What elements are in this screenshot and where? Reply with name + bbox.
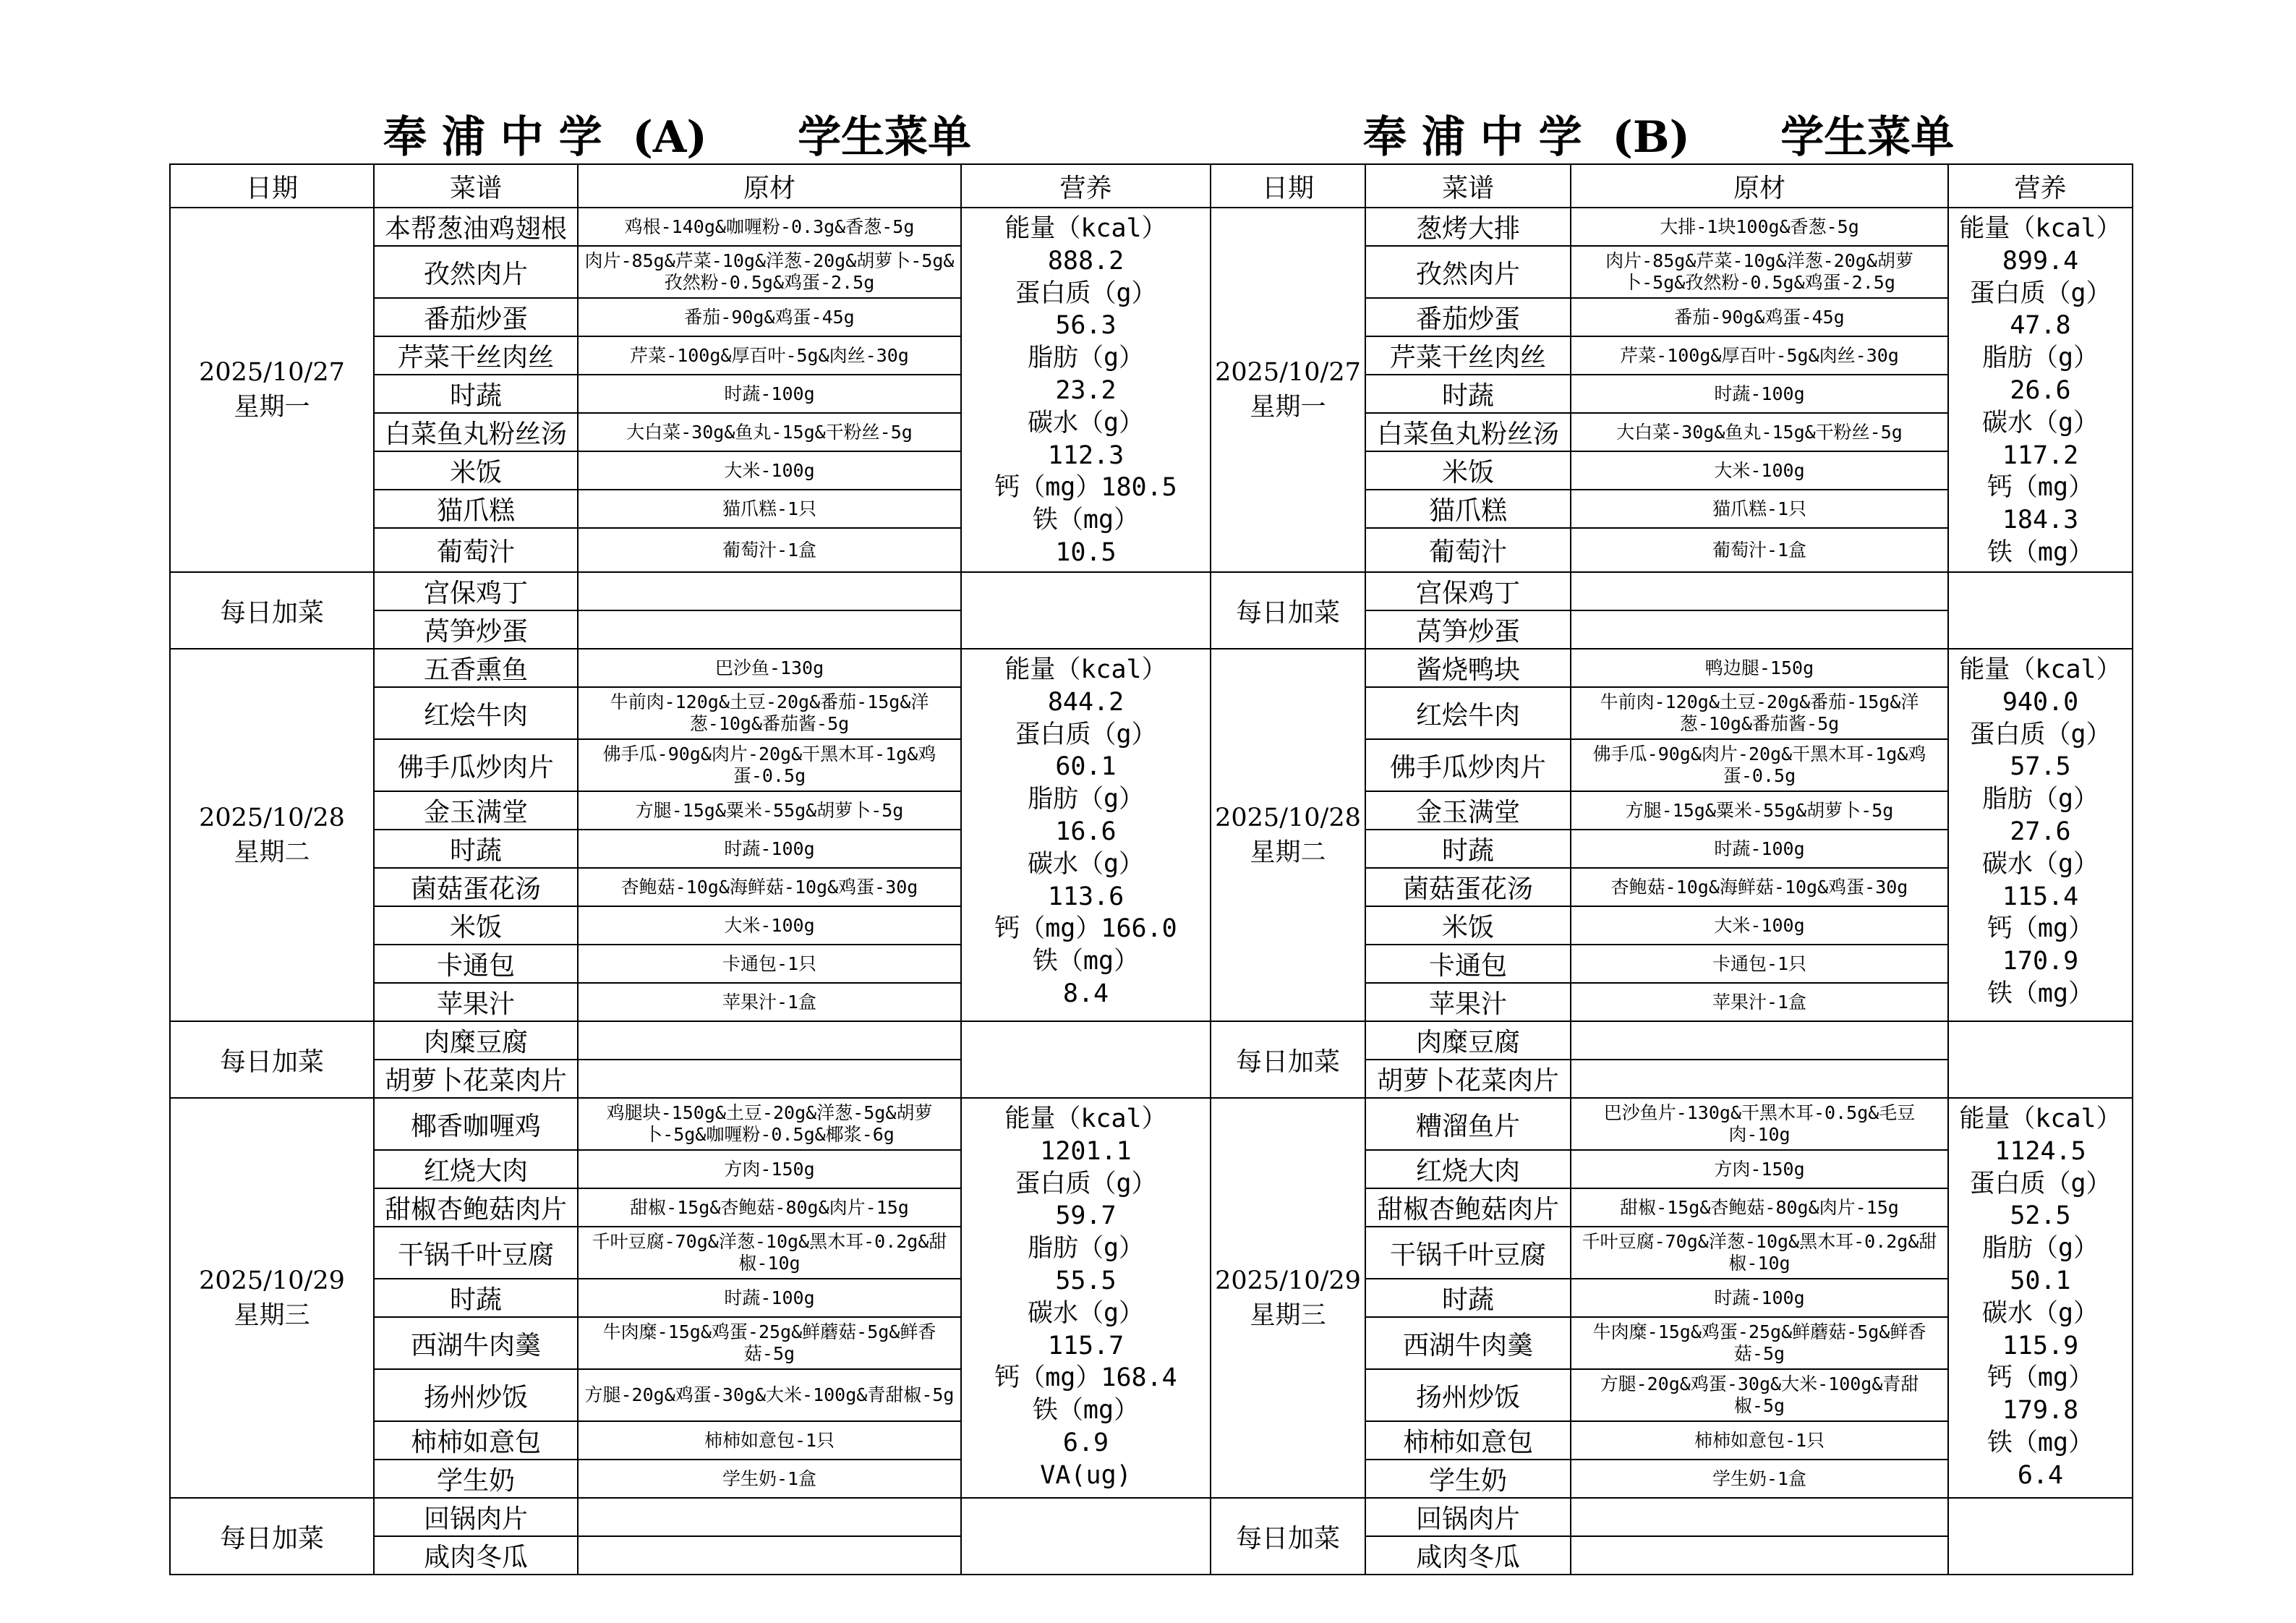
date-cell-a: 2025/10/28 星期二 bbox=[170, 649, 374, 1021]
ingredient-cell: 鸡根-140g&咖喱粉-0.3g&香葱-5g bbox=[578, 208, 961, 246]
nutrition-line: 16.6 bbox=[1055, 817, 1117, 846]
nutrition-line: 脂肪（g） bbox=[1981, 1234, 2099, 1264]
ingredient-cell: 方腿-20g&鸡蛋-30g&大米-100g&青甜椒-5g bbox=[1571, 1369, 1948, 1421]
header-ingredients-b: 原材 bbox=[1571, 164, 1948, 208]
dish-name: 米饭 bbox=[1365, 906, 1571, 945]
nutrition-cell-a bbox=[961, 649, 1211, 1021]
nutrition-line: 940.0 bbox=[2002, 687, 2079, 717]
dish-name: 酱烧鸭块 bbox=[1365, 649, 1571, 687]
nutrition-line: 112.3 bbox=[1047, 440, 1124, 470]
extra-nutrition-cell bbox=[961, 572, 1211, 649]
extra-dish-label-a: 每日加菜 bbox=[170, 1021, 374, 1098]
nutrition-cell-b bbox=[1948, 208, 2133, 572]
dish-name: 葡萄汁 bbox=[374, 528, 578, 572]
dish-name: 番茄炒蛋 bbox=[374, 298, 578, 336]
nutrition-line: 碳水（g） bbox=[1027, 1298, 1145, 1328]
nutrition-line: 钙（mg）168.4 bbox=[994, 1363, 1177, 1393]
ingredient-cell: 鸡腿块-150g&土豆-20g&洋葱-5g&胡萝卜-5g&咖喱粉-0.5g&椰浆-6g bbox=[578, 1098, 961, 1150]
nutrition-line: 6.4 bbox=[2017, 1460, 2064, 1490]
nutrition-line: 铁（mg） bbox=[1032, 506, 1140, 535]
extra-dish-name: 咸肉冬瓜 bbox=[1365, 1536, 1571, 1575]
extra-ingredient-cell bbox=[1571, 572, 1948, 610]
menu-title-a: 奉 浦 中 学 (A) 学生菜单 bbox=[383, 112, 972, 163]
nutrition-line: 碳水（g） bbox=[1981, 1298, 2099, 1328]
nutrition-line: 蛋白质（g） bbox=[1969, 720, 2112, 749]
nutrition-line: 钙（mg） bbox=[1986, 473, 2094, 503]
nutrition-line: 蛋白质（g） bbox=[1969, 1169, 2112, 1198]
ingredient-cell: 柿柿如意包-1只 bbox=[578, 1421, 961, 1460]
extra-dish-name: 咸肉冬瓜 bbox=[374, 1536, 578, 1575]
dish-name: 甜椒杏鲍菇肉片 bbox=[1365, 1188, 1571, 1227]
dish-name: 卡通包 bbox=[1365, 945, 1571, 983]
extra-ingredient-cell bbox=[578, 610, 961, 649]
nutrition-list bbox=[962, 1099, 1210, 1490]
extra-dish-label-a: 每日加菜 bbox=[170, 1498, 374, 1575]
dish-name: 时蔬 bbox=[374, 1279, 578, 1317]
nutrition-line: 钙（mg） bbox=[1986, 914, 2094, 944]
menu-title-b: 奉 浦 中 学 (B) 学生菜单 bbox=[1363, 112, 1955, 163]
dish-name: 白菜鱼丸粉丝汤 bbox=[1365, 413, 1571, 451]
nutrition-line: 10.5 bbox=[1055, 537, 1117, 567]
nutrition-line: 钙（mg）166.0 bbox=[994, 914, 1177, 944]
nutrition-line: 脂肪（g） bbox=[1027, 1234, 1145, 1264]
nutrition-line: 23.2 bbox=[1055, 375, 1117, 405]
nutrition-cell-b bbox=[1948, 1098, 2133, 1498]
ingredient-cell: 猫爪糕-1只 bbox=[578, 490, 961, 528]
extra-nutrition-cell bbox=[1948, 1021, 2133, 1098]
ingredient-cell: 柿柿如意包-1只 bbox=[1571, 1421, 1948, 1460]
nutrition-line: 47.8 bbox=[2010, 311, 2071, 341]
nutrition-list bbox=[1949, 1099, 2132, 1490]
nutrition-line: 52.5 bbox=[2010, 1201, 2071, 1231]
dish-name: 柿柿如意包 bbox=[374, 1421, 578, 1460]
ingredient-cell: 佛手瓜-90g&肉片-20g&干黑木耳-1g&鸡蛋-0.5g bbox=[1571, 739, 1948, 791]
nutrition-line: 碳水（g） bbox=[1981, 408, 2099, 438]
extra-dish-label-b: 每日加菜 bbox=[1211, 1498, 1365, 1575]
extra-row bbox=[170, 572, 2133, 610]
header-dish-b: 菜谱 bbox=[1365, 164, 1571, 208]
extra-ingredient-cell bbox=[1571, 1536, 1948, 1575]
nutrition-line: 115.4 bbox=[2002, 882, 2079, 911]
ingredient-cell: 牛肉糜-15g&鸡蛋-25g&鲜蘑菇-5g&鲜香菇-5g bbox=[1571, 1317, 1948, 1369]
ingredient-cell: 大米-100g bbox=[578, 906, 961, 945]
dish-name: 糟溜鱼片 bbox=[1365, 1098, 1571, 1150]
dish-name: 菌菇蛋花汤 bbox=[1365, 868, 1571, 906]
dish-name: 学生奶 bbox=[1365, 1460, 1571, 1498]
ingredient-cell: 时蔬-100g bbox=[578, 830, 961, 868]
ingredient-cell: 卡通包-1只 bbox=[578, 945, 961, 983]
nutrition-line: 179.8 bbox=[2002, 1396, 2079, 1426]
ingredient-cell: 大白菜-30g&鱼丸-15g&干粉丝-5g bbox=[578, 413, 961, 451]
ingredient-cell: 芹菜-100g&厚百叶-5g&肉丝-30g bbox=[578, 336, 961, 375]
nutrition-line: 脂肪（g） bbox=[1027, 785, 1145, 814]
dish-name: 佛手瓜炒肉片 bbox=[1365, 739, 1571, 791]
nutrition-line: 115.7 bbox=[1047, 1331, 1124, 1360]
ingredient-cell: 巴沙鱼片-130g&干黑木耳-0.5g&毛豆肉-10g bbox=[1571, 1098, 1948, 1150]
nutrition-line: 1201.1 bbox=[1040, 1136, 1132, 1166]
dish-name: 苹果汁 bbox=[1365, 983, 1571, 1021]
dish-name: 红烧大肉 bbox=[1365, 1150, 1571, 1188]
nutrition-line: 60.1 bbox=[1055, 752, 1117, 782]
extra-dish-name: 胡萝卜花菜肉片 bbox=[374, 1060, 578, 1098]
header-dish-a: 菜谱 bbox=[374, 164, 578, 208]
nutrition-line: 蛋白质（g） bbox=[1015, 278, 1157, 308]
nutrition-line: 能量（kcal） bbox=[1004, 655, 1167, 684]
header-nutrition-b: 营养 bbox=[1948, 164, 2133, 208]
extra-ingredient-cell bbox=[578, 1021, 961, 1060]
date-cell-b: 2025/10/29 星期三 bbox=[1211, 1098, 1365, 1498]
extra-nutrition-cell bbox=[1948, 1498, 2133, 1575]
ingredient-cell: 苹果汁-1盒 bbox=[578, 983, 961, 1021]
ingredient-cell: 大白菜-30g&鱼丸-15g&干粉丝-5g bbox=[1571, 413, 1948, 451]
dish-name: 椰香咖喱鸡 bbox=[374, 1098, 578, 1150]
dish-name: 孜然肉片 bbox=[1365, 246, 1571, 298]
extra-ingredient-cell bbox=[1571, 1021, 1948, 1060]
extra-dish-label-b: 每日加菜 bbox=[1211, 1021, 1365, 1098]
dish-name: 甜椒杏鲍菇肉片 bbox=[374, 1188, 578, 1227]
header-date-b: 日期 bbox=[1211, 164, 1365, 208]
dish-name: 米饭 bbox=[1365, 451, 1571, 490]
dish-name: 白菜鱼丸粉丝汤 bbox=[374, 413, 578, 451]
ingredient-cell: 鸭边腿-150g bbox=[1571, 649, 1948, 687]
dish-name: 佛手瓜炒肉片 bbox=[374, 739, 578, 791]
dish-name: 时蔬 bbox=[1365, 830, 1571, 868]
ingredient-cell: 牛前肉-120g&土豆-20g&番茄-15g&洋葱-10g&番茄酱-5g bbox=[1571, 687, 1948, 739]
ingredient-cell: 番茄-90g&鸡蛋-45g bbox=[1571, 298, 1948, 336]
nutrition-line: 蛋白质（g） bbox=[1015, 720, 1157, 749]
ingredient-cell: 时蔬-100g bbox=[1571, 375, 1948, 413]
ingredient-cell: 葡萄汁-1盒 bbox=[1571, 528, 1948, 572]
dish-name: 芹菜干丝肉丝 bbox=[1365, 336, 1571, 375]
dish-name: 学生奶 bbox=[374, 1460, 578, 1498]
nutrition-list bbox=[962, 208, 1210, 567]
extra-dish-name: 宫保鸡丁 bbox=[374, 572, 578, 610]
nutrition-line: 能量（kcal） bbox=[1959, 1104, 2122, 1133]
extra-ingredient-cell bbox=[1571, 610, 1948, 649]
nutrition-line: 蛋白质（g） bbox=[1969, 278, 2112, 308]
ingredient-cell: 大米-100g bbox=[1571, 451, 1948, 490]
extra-dish-label-b: 每日加菜 bbox=[1211, 572, 1365, 649]
ingredient-cell: 苹果汁-1盒 bbox=[1571, 983, 1948, 1021]
nutrition-list bbox=[1949, 208, 2132, 567]
nutrition-line: 铁（mg） bbox=[1986, 979, 2094, 1008]
extra-ingredient-cell bbox=[1571, 1060, 1948, 1098]
nutrition-line: 113.6 bbox=[1047, 882, 1124, 911]
extra-ingredient-cell bbox=[578, 1060, 961, 1098]
date-cell-b: 2025/10/28 星期二 bbox=[1211, 649, 1365, 1021]
menu-table bbox=[169, 163, 2133, 1575]
date-cell-a: 2025/10/27 星期一 bbox=[170, 208, 374, 572]
extra-dish-name: 肉糜豆腐 bbox=[1365, 1021, 1571, 1060]
nutrition-list bbox=[1949, 649, 2132, 1008]
ingredient-cell: 芹菜-100g&厚百叶-5g&肉丝-30g bbox=[1571, 336, 1948, 375]
extra-nutrition-cell bbox=[961, 1498, 1211, 1575]
ingredient-cell: 大米-100g bbox=[578, 451, 961, 490]
table-row bbox=[170, 649, 2133, 687]
extra-dish-name: 莴笋炒蛋 bbox=[374, 610, 578, 649]
dish-name: 米饭 bbox=[374, 451, 578, 490]
ingredient-cell: 方腿-20g&鸡蛋-30g&大米-100g&青甜椒-5g bbox=[578, 1369, 961, 1421]
ingredient-cell: 番茄-90g&鸡蛋-45g bbox=[578, 298, 961, 336]
ingredient-cell: 佛手瓜-90g&肉片-20g&干黑木耳-1g&鸡蛋-0.5g bbox=[578, 739, 961, 791]
nutrition-line: 27.6 bbox=[2010, 817, 2071, 846]
nutrition-line: 55.5 bbox=[1055, 1266, 1117, 1295]
nutrition-line: 钙（mg） bbox=[1986, 1363, 2094, 1393]
ingredient-cell: 牛肉糜-15g&鸡蛋-25g&鲜蘑菇-5g&鲜香菇-5g bbox=[578, 1317, 961, 1369]
nutrition-line: 钙（mg）180.5 bbox=[994, 473, 1177, 503]
dish-name: 葡萄汁 bbox=[1365, 528, 1571, 572]
extra-dish-name: 莴笋炒蛋 bbox=[1365, 610, 1571, 649]
nutrition-line: 能量（kcal） bbox=[1004, 214, 1167, 243]
dish-name: 米饭 bbox=[374, 906, 578, 945]
extra-dish-name: 回锅肉片 bbox=[1365, 1498, 1571, 1536]
ingredient-cell: 大米-100g bbox=[1571, 906, 1948, 945]
ingredient-cell: 巴沙鱼-130g bbox=[578, 649, 961, 687]
nutrition-line: 碳水（g） bbox=[1027, 849, 1145, 879]
nutrition-line: 蛋白质（g） bbox=[1015, 1169, 1157, 1198]
nutrition-line: 脂肪（g） bbox=[1027, 344, 1145, 373]
dish-name: 干锅千叶豆腐 bbox=[374, 1227, 578, 1279]
extra-ingredient-cell bbox=[1571, 1498, 1948, 1536]
dish-name: 本帮葱油鸡翅根 bbox=[374, 208, 578, 246]
extra-nutrition-cell bbox=[961, 1021, 1211, 1098]
nutrition-line: 铁（mg） bbox=[1032, 1396, 1140, 1426]
dish-name: 时蔬 bbox=[374, 375, 578, 413]
nutrition-line: 57.5 bbox=[2010, 752, 2071, 782]
ingredient-cell: 猫爪糕-1只 bbox=[1571, 490, 1948, 528]
dish-name: 时蔬 bbox=[1365, 375, 1571, 413]
nutrition-line: 能量（kcal） bbox=[1959, 214, 2122, 243]
extra-dish-label-a: 每日加菜 bbox=[170, 572, 374, 649]
dish-name: 红烩牛肉 bbox=[374, 687, 578, 739]
ingredient-cell: 卡通包-1只 bbox=[1571, 945, 1948, 983]
ingredient-cell: 时蔬-100g bbox=[578, 375, 961, 413]
dish-name: 五香熏鱼 bbox=[374, 649, 578, 687]
nutrition-line: 脂肪（g） bbox=[1981, 785, 2099, 814]
ingredient-cell: 杏鲍菇-10g&海鲜菇-10g&鸡蛋-30g bbox=[1571, 868, 1948, 906]
nutrition-line: 铁（mg） bbox=[1032, 947, 1140, 976]
nutrition-line: 能量（kcal） bbox=[1004, 1104, 1167, 1133]
nutrition-line: 115.9 bbox=[2002, 1331, 2079, 1360]
ingredient-cell: 肉片-85g&芹菜-10g&洋葱-20g&胡萝卜-5g&孜然粉-0.5g&鸡蛋-2.5g bbox=[1571, 246, 1948, 298]
ingredient-cell: 时蔬-100g bbox=[578, 1279, 961, 1317]
extra-dish-name: 宫保鸡丁 bbox=[1365, 572, 1571, 610]
nutrition-line: 844.2 bbox=[1047, 687, 1124, 717]
extra-ingredient-cell bbox=[578, 572, 961, 610]
dish-name: 金玉满堂 bbox=[374, 791, 578, 830]
dish-name: 卡通包 bbox=[374, 945, 578, 983]
nutrition-cell-a bbox=[961, 208, 1211, 572]
nutrition-line: 1124.5 bbox=[1994, 1136, 2086, 1166]
ingredient-cell: 葡萄汁-1盒 bbox=[578, 528, 961, 572]
table-row bbox=[170, 1098, 2133, 1150]
ingredient-cell: 方肉-150g bbox=[578, 1150, 961, 1188]
ingredient-cell: 方肉-150g bbox=[1571, 1150, 1948, 1188]
ingredient-cell: 千叶豆腐-70g&洋葱-10g&黑木耳-0.2g&甜椒-10g bbox=[578, 1227, 961, 1279]
dish-name: 西湖牛肉羹 bbox=[374, 1317, 578, 1369]
date-cell-b: 2025/10/27 星期一 bbox=[1211, 208, 1365, 572]
nutrition-line: 能量（kcal） bbox=[1959, 655, 2122, 684]
dish-name: 番茄炒蛋 bbox=[1365, 298, 1571, 336]
nutrition-line: 899.4 bbox=[2002, 246, 2079, 276]
dish-name: 孜然肉片 bbox=[374, 246, 578, 298]
nutrition-line: 8.4 bbox=[1062, 979, 1109, 1008]
dish-name: 扬州炒饭 bbox=[374, 1369, 578, 1421]
nutrition-line: 50.1 bbox=[2010, 1266, 2071, 1295]
nutrition-line: 888.2 bbox=[1047, 246, 1124, 276]
dish-name: 菌菇蛋花汤 bbox=[374, 868, 578, 906]
extra-row bbox=[170, 1498, 2133, 1536]
ingredient-cell: 肉片-85g&芹菜-10g&洋葱-20g&胡萝卜-5g&孜然粉-0.5g&鸡蛋-2.5g bbox=[578, 246, 961, 298]
dish-name: 时蔬 bbox=[374, 830, 578, 868]
dish-name: 柿柿如意包 bbox=[1365, 1421, 1571, 1460]
extra-dish-name: 肉糜豆腐 bbox=[374, 1021, 578, 1060]
dish-name: 红烧大肉 bbox=[374, 1150, 578, 1188]
ingredient-cell: 大排-1块100g&香葱-5g bbox=[1571, 208, 1948, 246]
nutrition-line: 59.7 bbox=[1055, 1201, 1117, 1231]
menu-body bbox=[170, 208, 2133, 1575]
nutrition-line: 脂肪（g） bbox=[1981, 344, 2099, 373]
header-date-a: 日期 bbox=[170, 164, 374, 208]
extra-nutrition-cell bbox=[1948, 572, 2133, 649]
dish-name: 葱烤大排 bbox=[1365, 208, 1571, 246]
dish-name: 金玉满堂 bbox=[1365, 791, 1571, 830]
nutrition-line: 184.3 bbox=[2002, 506, 2079, 535]
nutrition-line: 碳水（g） bbox=[1027, 408, 1145, 438]
nutrition-line: 铁（mg） bbox=[1986, 1428, 2094, 1457]
nutrition-list bbox=[962, 649, 1210, 1008]
header-ingredients-a: 原材 bbox=[578, 164, 961, 208]
header-nutrition-a: 营养 bbox=[961, 164, 1211, 208]
ingredient-cell: 甜椒-15g&杏鲍菇-80g&肉片-15g bbox=[1571, 1188, 1948, 1227]
nutrition-cell-a bbox=[961, 1098, 1211, 1498]
dish-name: 时蔬 bbox=[1365, 1279, 1571, 1317]
ingredient-cell: 时蔬-100g bbox=[1571, 1279, 1948, 1317]
dish-name: 猫爪糕 bbox=[1365, 490, 1571, 528]
ingredient-cell: 甜椒-15g&杏鲍菇-80g&肉片-15g bbox=[578, 1188, 961, 1227]
dish-name: 扬州炒饭 bbox=[1365, 1369, 1571, 1421]
ingredient-cell: 千叶豆腐-70g&洋葱-10g&黑木耳-0.2g&甜椒-10g bbox=[1571, 1227, 1948, 1279]
ingredient-cell: 方腿-15g&粟米-55g&胡萝卜-5g bbox=[578, 791, 961, 830]
nutrition-line: 170.9 bbox=[2002, 947, 2079, 976]
ingredient-cell: 学生奶-1盒 bbox=[578, 1460, 961, 1498]
extra-ingredient-cell bbox=[578, 1536, 961, 1575]
nutrition-line: 117.2 bbox=[2002, 440, 2079, 470]
dish-name: 猫爪糕 bbox=[374, 490, 578, 528]
dish-name: 西湖牛肉羹 bbox=[1365, 1317, 1571, 1369]
extra-dish-name: 胡萝卜花菜肉片 bbox=[1365, 1060, 1571, 1098]
extra-ingredient-cell bbox=[578, 1498, 961, 1536]
ingredient-cell: 牛前肉-120g&土豆-20g&番茄-15g&洋葱-10g&番茄酱-5g bbox=[578, 687, 961, 739]
ingredient-cell: 时蔬-100g bbox=[1571, 830, 1948, 868]
ingredient-cell: 方腿-15g&粟米-55g&胡萝卜-5g bbox=[1571, 791, 1948, 830]
nutrition-line: 6.9 bbox=[1062, 1428, 1109, 1457]
dish-name: 干锅千叶豆腐 bbox=[1365, 1227, 1571, 1279]
extra-row bbox=[170, 1021, 2133, 1060]
date-cell-a: 2025/10/29 星期三 bbox=[170, 1098, 374, 1498]
table-row bbox=[170, 208, 2133, 246]
nutrition-line: 56.3 bbox=[1055, 311, 1117, 341]
nutrition-line: VA(ug) bbox=[1040, 1460, 1132, 1490]
dish-name: 红烩牛肉 bbox=[1365, 687, 1571, 739]
ingredient-cell: 学生奶-1盒 bbox=[1571, 1460, 1948, 1498]
ingredient-cell: 杏鲍菇-10g&海鲜菇-10g&鸡蛋-30g bbox=[578, 868, 961, 906]
nutrition-line: 26.6 bbox=[2010, 375, 2071, 405]
header-row bbox=[170, 164, 2133, 208]
dish-name: 芹菜干丝肉丝 bbox=[374, 336, 578, 375]
nutrition-cell-b bbox=[1948, 649, 2133, 1021]
nutrition-line: 铁（mg） bbox=[1986, 537, 2094, 567]
nutrition-line: 碳水（g） bbox=[1981, 849, 2099, 879]
dish-name: 苹果汁 bbox=[374, 983, 578, 1021]
extra-dish-name: 回锅肉片 bbox=[374, 1498, 578, 1536]
